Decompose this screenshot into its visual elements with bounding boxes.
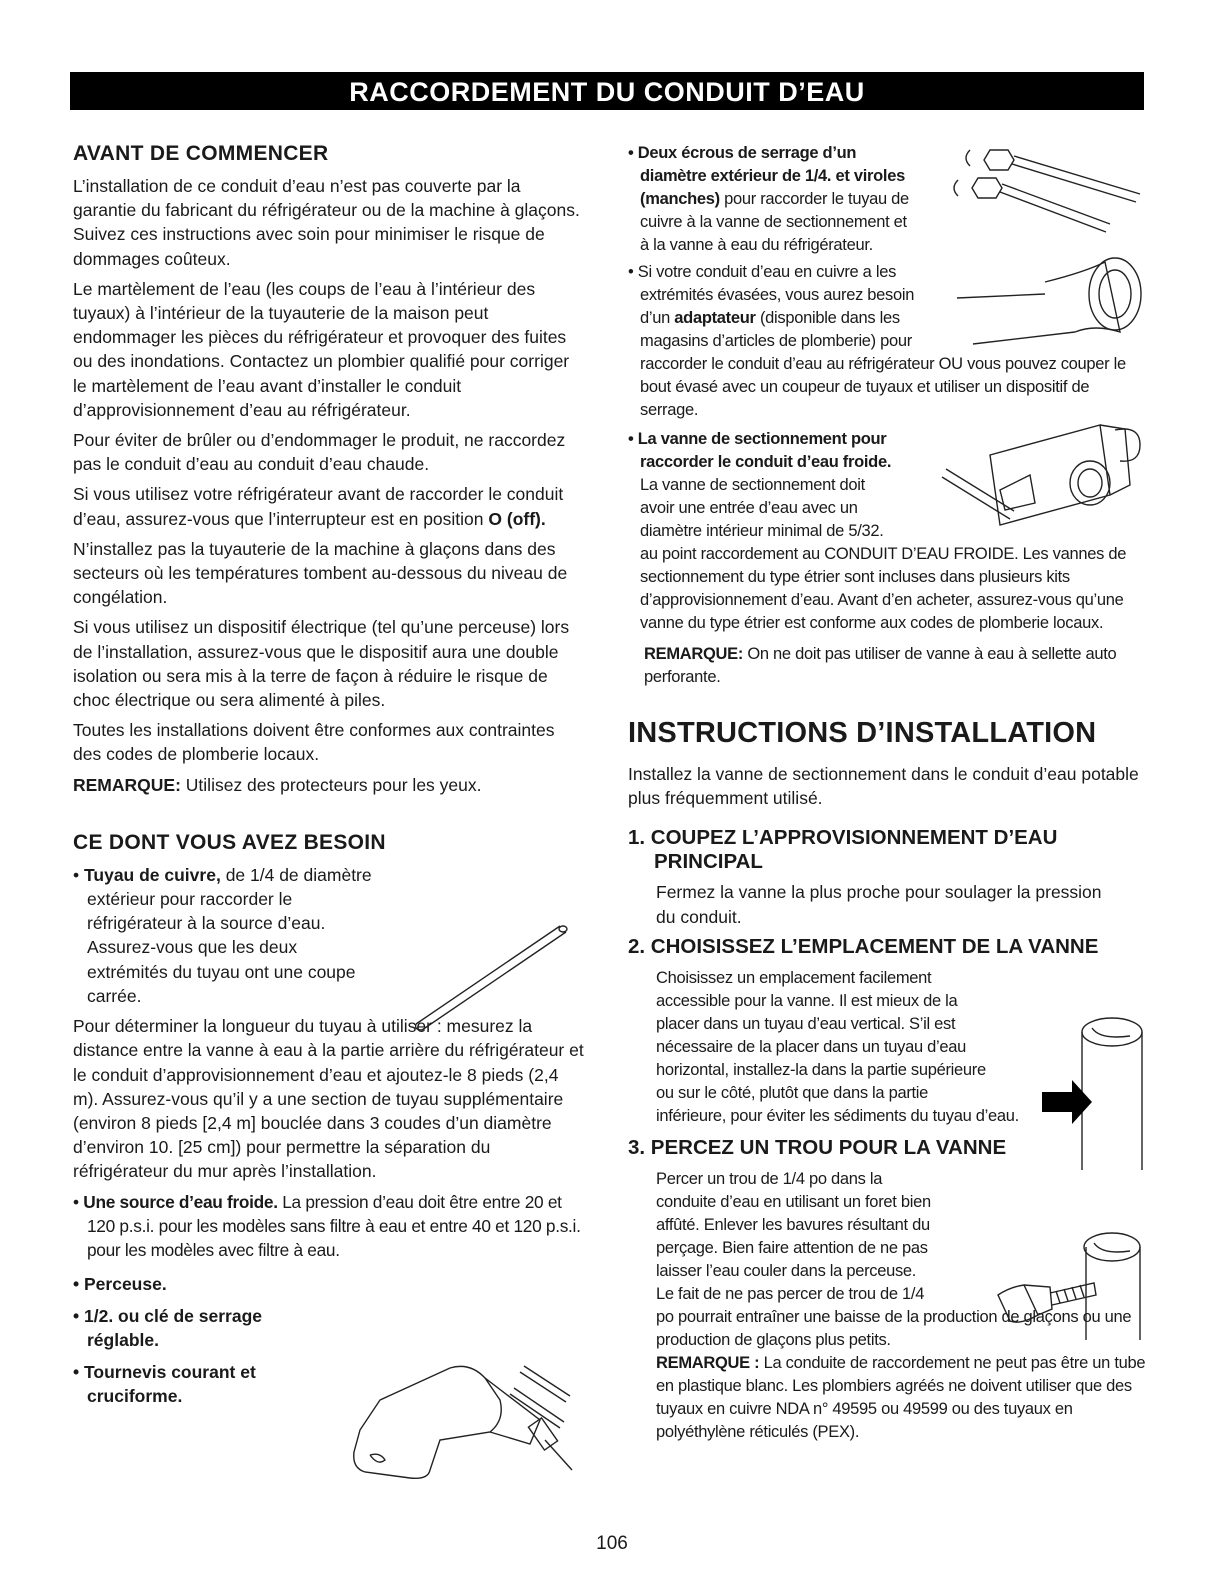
valve-l5: diamètre intérieur minimal de 5/32. (640, 522, 884, 540)
flare-l3-bold: adaptateur (674, 309, 756, 327)
valve-bold-l1: La vanne de sectionnement pour (637, 430, 887, 448)
need-length: Pour déterminer la longueur du tuyau à utiliser : mesurez la distance entre la vanne à eau à la partie arrière du réfrigérateur et le conduit d’approvisionnement d’eau et ajoutez-le 8 pieds (2,4 m). Assurez-vous qu’il y a une section de tuyau supplémentaire (environ 8 pieds [2,4 m] bouclée dans 3 coudes d’un diamètre d’environ 10. [25 cm]) pour permettre la séparation du réfrigérateur du mur après l’installation. (73, 1016, 584, 1182)
need-heading: CE DONT VOUS AVEZ BESOIN (73, 830, 386, 854)
valve-l4: avoir une entrée d’eau avec un (640, 499, 858, 517)
flare-item: • Si votre conduit d’eau en cuivre a les extrémités évasées, vous aurez besoin d’un adaptateur (disponible dans les magasins d’articles de plomberie) pour raccorder le conduit d’eau au réfrigérateur OU vous pouvez couper le bout évasé avec un coupeur de tuyaux et utiliser un dispositif de serrage. (628, 261, 1148, 422)
valve-l3: La vanne de sectionnement doit (640, 476, 865, 494)
need-tube-l6: carrée. (87, 985, 142, 1006)
need-tube-label: Tuyau de cuivre, (84, 864, 221, 885)
valve-bold-l2: raccorder le conduit d’eau froide. (640, 453, 892, 471)
before-p1: L’installation de ce conduit d’eau n’est pas couverte par la garantie du fabricant du réfrigérateur ou de la machine à glaçons. Suivez ces instructions avec soin pour minimiser le risque de dommages coûteux. (73, 176, 580, 269)
step3-l2: conduite d’eau en utilisant un foret bien (656, 1192, 931, 1211)
left-column (73, 142, 585, 1409)
flare-l3a: d’un (640, 309, 670, 327)
need-tube-l5: extrémités du tuyau ont une coupe (87, 961, 356, 982)
flare-l1: Si votre conduit d’eau en cuivre a les (637, 263, 897, 281)
need-wrench: • 1/2. ou clé de serrage réglable. (73, 1304, 585, 1352)
step2-l3: placer dans un tuyau d’eau vertical. S’il est (656, 1014, 956, 1033)
need-tube-l3: réfrigérateur à la source d’eau. (87, 913, 326, 934)
nuts-bold-l1: Deux écrous de serrage d’un (637, 144, 857, 162)
need-tube-l4: Assurez-vous que les deux (87, 937, 298, 958)
need-tube-l2: extérieur pour raccorder le (87, 889, 293, 910)
before-p6: Si vous utilisez un dispositif électrique (tel qu’une perceuse) lors de l’installation, assurez-vous que le dispositif aura une double isolation ou sera mis à la terre de façon à réduire le risque de choc électrique ou sera alimenté à piles. (73, 617, 570, 711)
before-p4 (73, 482, 585, 530)
step2-l5: horizontal, installez-la dans la partie supérieure (656, 1060, 986, 1079)
need-screwdriver: • Tournevis courant et cruciforme. (73, 1360, 585, 1408)
step2-l1: Choisissez un emplacement facilement (656, 968, 932, 987)
pipe-arrow-icon (1040, 1010, 1150, 1180)
flare-l3b: (disponible dans les (759, 309, 900, 327)
valve-note (628, 643, 1144, 689)
nuts-l5: à la vanne à eau du réfrigérateur. (640, 236, 873, 254)
need-tube-l1: de 1/4 de diamètre (225, 864, 372, 885)
pipe-drill-icon (990, 1225, 1150, 1345)
step2-l2: accessible pour la vanne. Il est mieux de la (656, 991, 958, 1010)
valve-rest: au point raccordement au CONDUIT D’EAU FROIDE. Les vannes de sectionnement du type étrier sont incluses dans plusieurs kits d’approvisionnement d’eau. Avant d’en acheter, assurez-vous qu’une vanne du type étrier est conforme aux codes de plomberie locaux. (640, 545, 1127, 632)
before-heading: AVANT DE COMMENCER (73, 142, 329, 165)
page-number: 106 (596, 1533, 628, 1554)
before-p3: Pour éviter de brûler ou d’endommager le produit, ne raccordez pas le conduit d’eau au conduit d’eau chaude. (73, 430, 566, 475)
step3-l1: Percer un trou de 1/4 po dans la (656, 1169, 883, 1188)
step3-title: 3. PERCEZ UN TROU POUR LA VANNE (628, 1135, 1007, 1159)
step1-title-l1: 1. COUPEZ L’APPROVISIONNEMENT D’EAU (628, 826, 1058, 850)
before-p7: Toutes les installations doivent être conformes aux contraintes des codes de plomberie locaux. (73, 720, 555, 765)
need-tube: • Tuyau de cuivre, de 1/4 de diamètre extérieur pour raccorder le réfrigérateur à la source d’eau. Assurez-vous que les deux extrémités du tuyau ont une coupe carrée. (73, 863, 585, 1008)
drill-icon (340, 1360, 580, 1485)
step3-l4: perçage. Bien faire attention de ne pas (656, 1238, 928, 1257)
flare-rest: raccorder le conduit d’eau au réfrigérateur OU vous pouvez couper le bout évasé avec un coupeur de tuyaux et utiliser un dispositif de serrage. (640, 355, 1126, 419)
need-wrench-l1: 1/2. ou clé de serrage (84, 1305, 263, 1326)
before-p4-bold: O (off). (488, 508, 546, 529)
flare-l4: magasins d’articles de plomberie) pour (640, 332, 912, 350)
nuts-item: • Deux écrous de serrage d’un diamètre extérieur de 1/4. et viroles (manches) pour raccorder le tuyau de cuivre à la vanne de sectionnement et à la vanne à eau du réfrigérateur. (628, 142, 1148, 257)
flare-l2: extrémités évasées, vous aurez besoin (640, 286, 915, 304)
shutoff-valve-icon (940, 415, 1150, 530)
step3-rest: po pourrait entraîner une baisse de la production de glaçons ou une production de glaçons plus petits. (656, 1307, 1132, 1349)
nuts-l3-rest: pour raccorder le tuyau de (724, 190, 909, 208)
before-note-text: Utilisez des protecteurs pour les yeux. (185, 774, 482, 795)
need-screw-l1: Tournevis courant et (84, 1362, 256, 1383)
need-cold-text: La pression d’eau doit être entre 20 et 120 p.s.i. pour les modèles sans filtre à eau et entre 40 et 120 p.s.i. pour les modèles avec filtre à eau. (87, 1191, 581, 1260)
before-p2: Le martèlement de l’eau (les coups de l’eau à l’intérieur des tuyaux) à l’intérieur de la tuyauterie de la maison peut endommager les pièces du réfrigérateur et provoquer des fuites ou des inondations. Contactez un plombier qualifié pour corriger le martèlement de l’eau avant d’installer le conduit d’approvisionnement d’eau au réfrigérateur. (73, 278, 570, 420)
need-drill-label: Perceuse. (84, 1273, 167, 1294)
nuts-bold-l2: diamètre extérieur de 1/4. et viroles (640, 167, 905, 185)
step2-l7: inférieure, pour éviter les sédiments du tuyau d’eau. (656, 1106, 1019, 1125)
need-cold-water: • Une source d’eau froide. La pression d’eau doit être entre 20 et 120 p.s.i. pour les modèles sans filtre à eau et entre 40 et 120 p.s.i. pour les modèles avec filtre à eau. (73, 1191, 581, 1260)
step2-l4: nécessaire de la placer dans un tuyau d’eau (656, 1037, 966, 1056)
need-screw-l2: cruciforme. (87, 1386, 183, 1407)
need-cold-label: Une source d’eau froide. (83, 1191, 278, 1212)
before-p5: N’installez pas la tuyauterie de la machine à glaçons dans des secteurs où les températures tombent au-dessous du niveau de congélation. (73, 538, 568, 608)
nuts-bold-l3: (manches) (640, 190, 720, 208)
valve-note-text: On ne doit pas utiliser de vanne à eau à sellette auto perforante. (644, 645, 1117, 686)
step1-title-l2: PRINCIPAL (654, 850, 763, 874)
step2-l6: ou sur le côté, plutôt que dans la partie (656, 1083, 929, 1102)
install-heading: INSTRUCTIONS D’INSTALLATION (628, 717, 1097, 749)
step3-l5: laisser l’eau couler dans la perceuse. (656, 1261, 917, 1280)
step3-note-text: La conduite de raccordement ne peut pas être un tube en plastique blanc. Les plombiers agréés ne doivent utiliser que des tuyaux en cuivre NDA n° 49595 ou 49599 ou des tuyaux en polyéthylène réticulés (PEX). (656, 1353, 1146, 1441)
step3-l3: affûté. Enlever les bavures résultant du (656, 1215, 930, 1234)
copper-tube-icon (410, 920, 580, 1040)
before-p4-text: Si vous utilisez votre réfrigérateur avant de raccorder le conduit d’eau, assurez-vous que l’interrupteur est en position (73, 484, 564, 529)
step3-note-label: REMARQUE : (656, 1353, 760, 1372)
before-note (73, 773, 585, 797)
nuts-l4: cuivre à la vanne de sectionnement et (640, 213, 907, 231)
need-wrench-l2: réglable. (87, 1329, 159, 1350)
install-intro: Installez la vanne de sectionnement dans le conduit d’eau potable plus fréquemment utilisé. (628, 764, 1139, 809)
page-banner: RACCORDEMENT DU CONDUIT D’EAU (70, 72, 1144, 110)
valve-note-label: REMARQUE: (644, 645, 744, 663)
flare-adapter-icon (955, 252, 1150, 362)
step3-l6: Le fait de ne pas percer de trou de 1/4 (656, 1284, 925, 1303)
before-note-label: REMARQUE: (73, 774, 181, 795)
valve-item: • La vanne de sectionnement pour raccorder le conduit d’eau froide. La vanne de sectionnement doit avoir une entrée d’eau avec un diamètre intérieur minimal de 5/32. au point raccordement au CONDUIT D’EAU FROIDE. Les vannes de sectionnement du type étrier sont incluses dans plusieurs kits d’approvisionnement d’eau. Avant d’en acheter, assurez-vous qu’une vanne du type étrier est conforme aux codes de plomberie locaux. (628, 428, 1148, 635)
step1-text: Fermez la vanne la plus proche pour soulager la pression du conduit. (656, 882, 1102, 927)
need-drill: • Perceuse. (73, 1273, 167, 1294)
compression-nuts-icon (950, 142, 1150, 237)
step2-title: 2. CHOISISSEZ L’EMPLACEMENT DE LA VANNE (628, 934, 1099, 958)
